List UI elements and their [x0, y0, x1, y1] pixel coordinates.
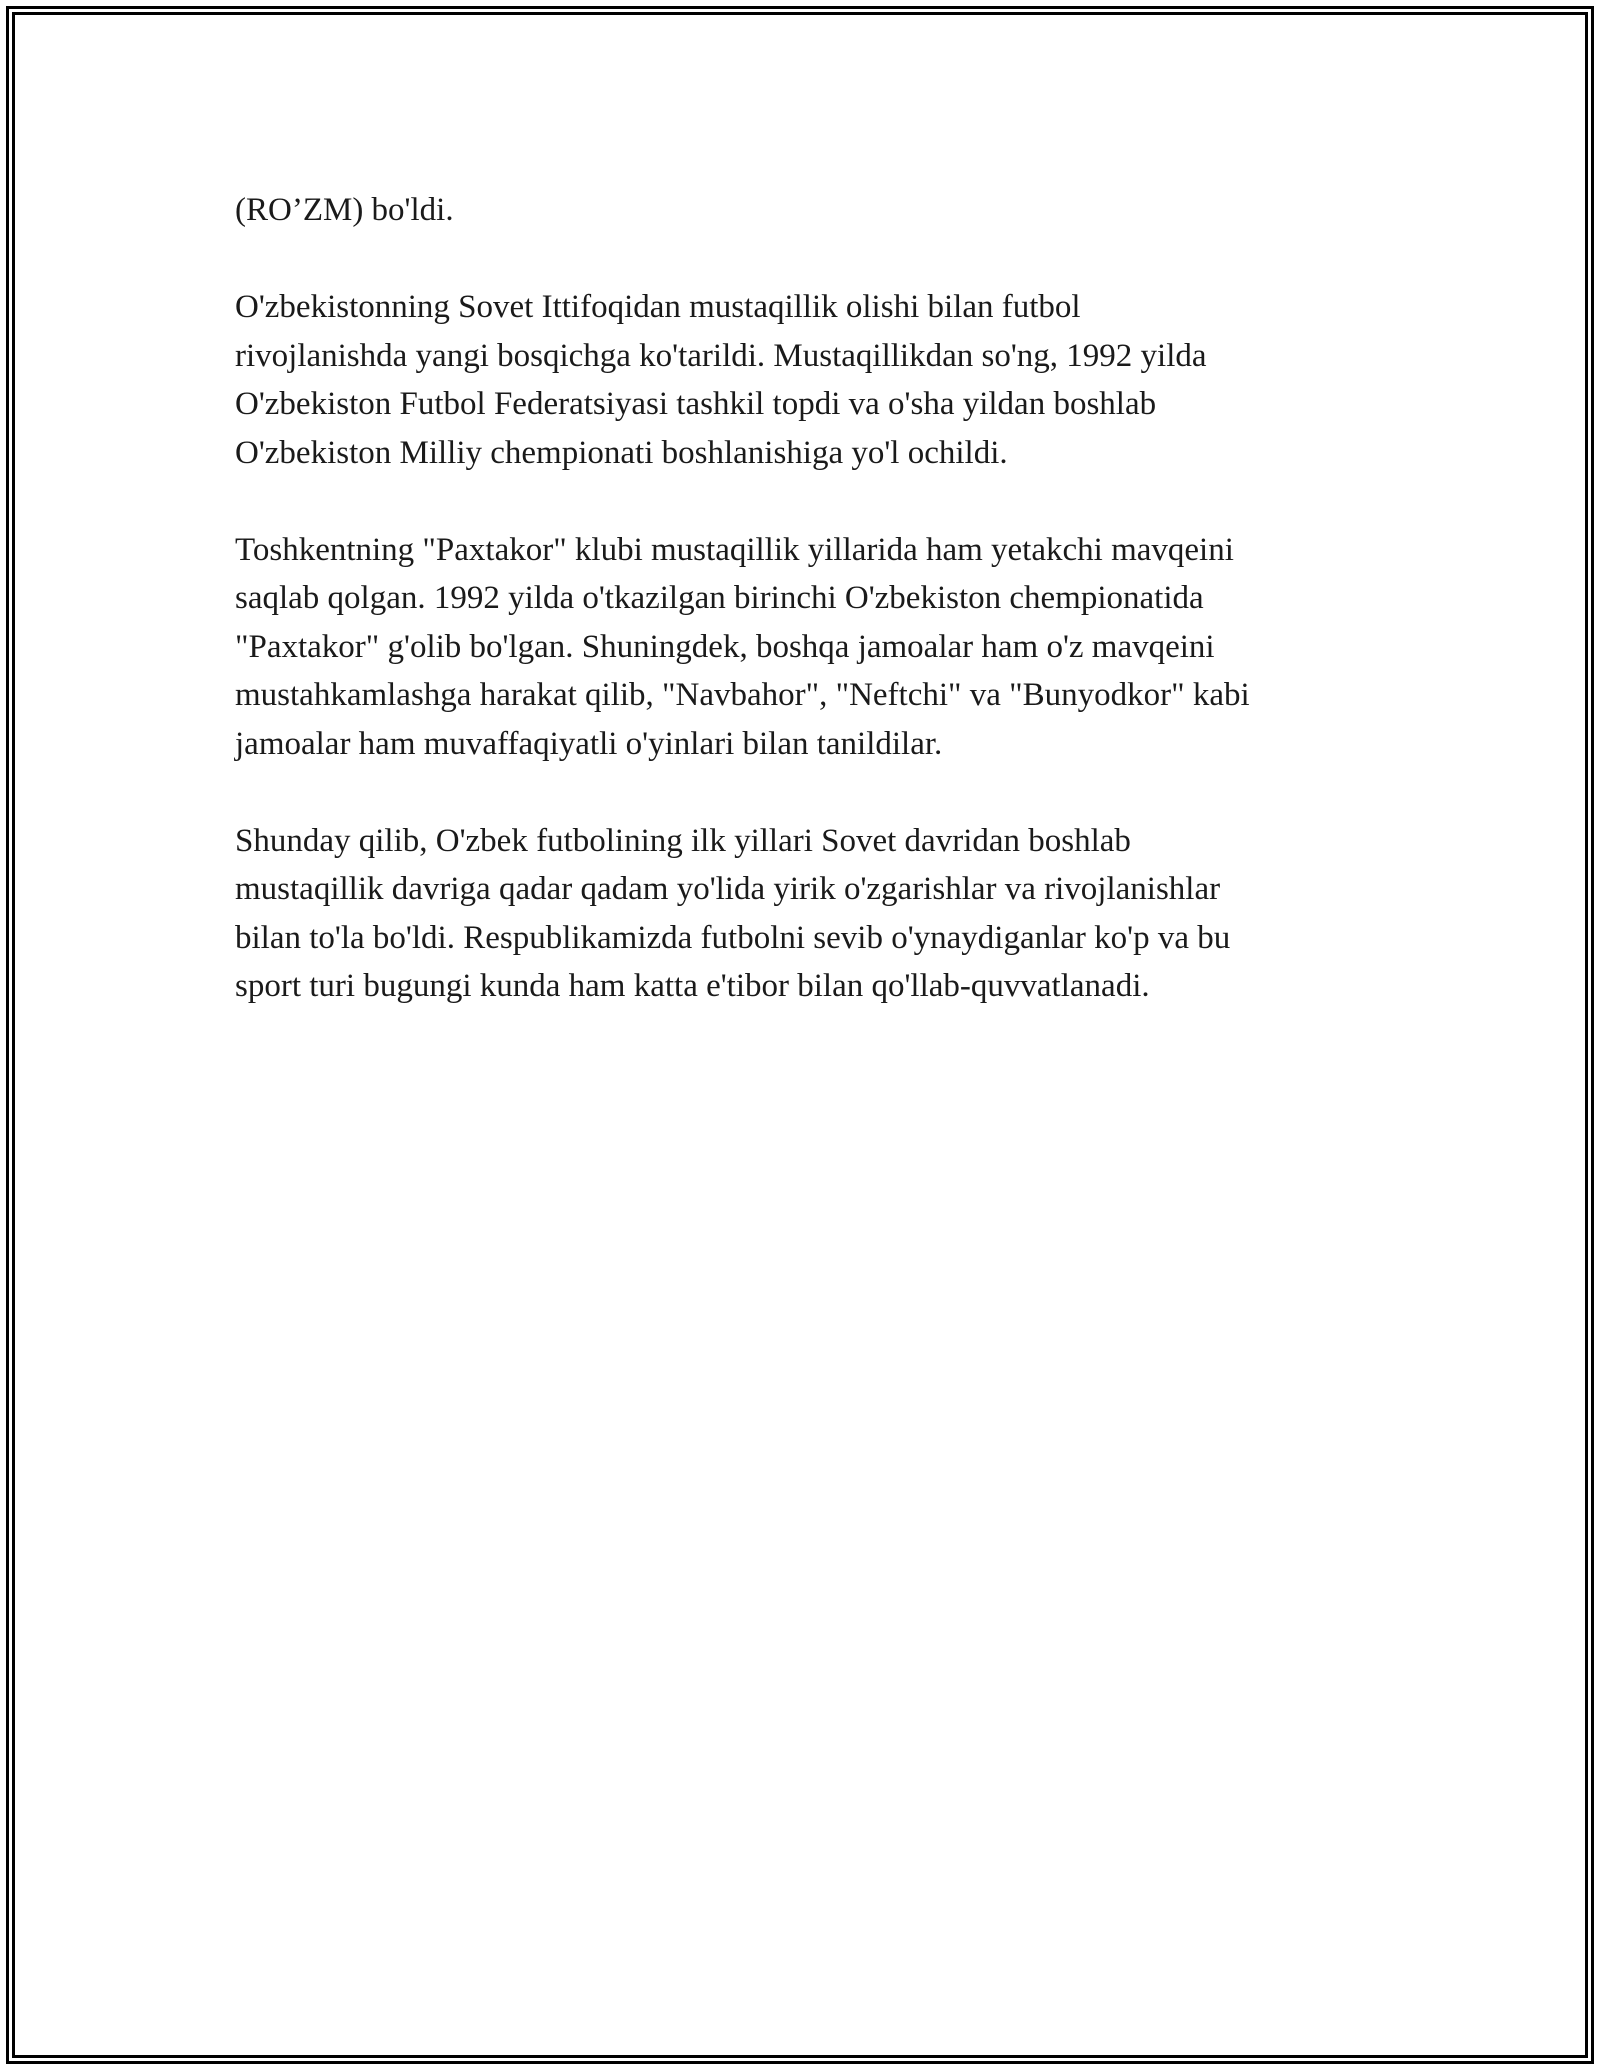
text-line: Shunday qilib, O'zbek futbolining ilk yillari Sovet davridan boshlab — [235, 822, 1131, 859]
text-line: mustahkamlashga harakat qilib, "Navbahor", "Neftchi" va "Bunyodkor" kabi — [235, 677, 1250, 713]
text-line: saqlab qolgan. 1992 yilda o'tkazilgan birinchi O'zbekiston chempionatida — [235, 580, 1204, 616]
document-body — [235, 186, 1395, 1059]
text-line: sport turi bugungi kunda ham katta e'tibor bilan qo'llab-quvvatlanadi. — [235, 968, 1150, 1004]
text-line: O'zbekistonning Sovet Ittifoqidan mustaqillik olishi bilan futbol — [235, 289, 1081, 325]
text-line: Toshkentning "Paxtakor" klubi mustaqillik yillarida ham yetakchi mavqeini — [235, 531, 1234, 568]
text-line: mustaqillik davriga qadar qadam yo'lida yirik o'zgarishlar va rivojlanishlar — [235, 871, 1221, 907]
text-line: O'zbekiston Futbol Federatsiyasi tashkil topdi va o'sha yildan boshlab — [235, 386, 1157, 422]
paragraph-2 — [235, 283, 1395, 477]
text-line: jamoalar ham muvaffaqiyatli o'yinlari bilan tanildilar. — [235, 725, 943, 762]
paragraph-3 — [235, 526, 1395, 769]
text-line: "Paxtakor" g'olib bo'lgan. Shuningdek, boshqa jamoalar ham o'z mavqeini — [235, 628, 1215, 665]
paragraph-4 — [235, 817, 1395, 1011]
text-line: bilan to'la bo'ldi. Respublikamizda futbolni sevib o'ynaydiganlar ko'p va bu — [235, 919, 1231, 956]
paragraph-1 — [235, 186, 1395, 235]
text-line: O'zbekiston Milliy chempionati boshlanishiga yo'l ochildi. — [235, 434, 1008, 471]
text-line: rivojlanishda yangi bosqichga ko'tarildi. Mustaqillikdan so'ng, 1992 yilda — [235, 337, 1207, 374]
text-line: (RO’ZM) bo'ldi. — [235, 192, 454, 228]
